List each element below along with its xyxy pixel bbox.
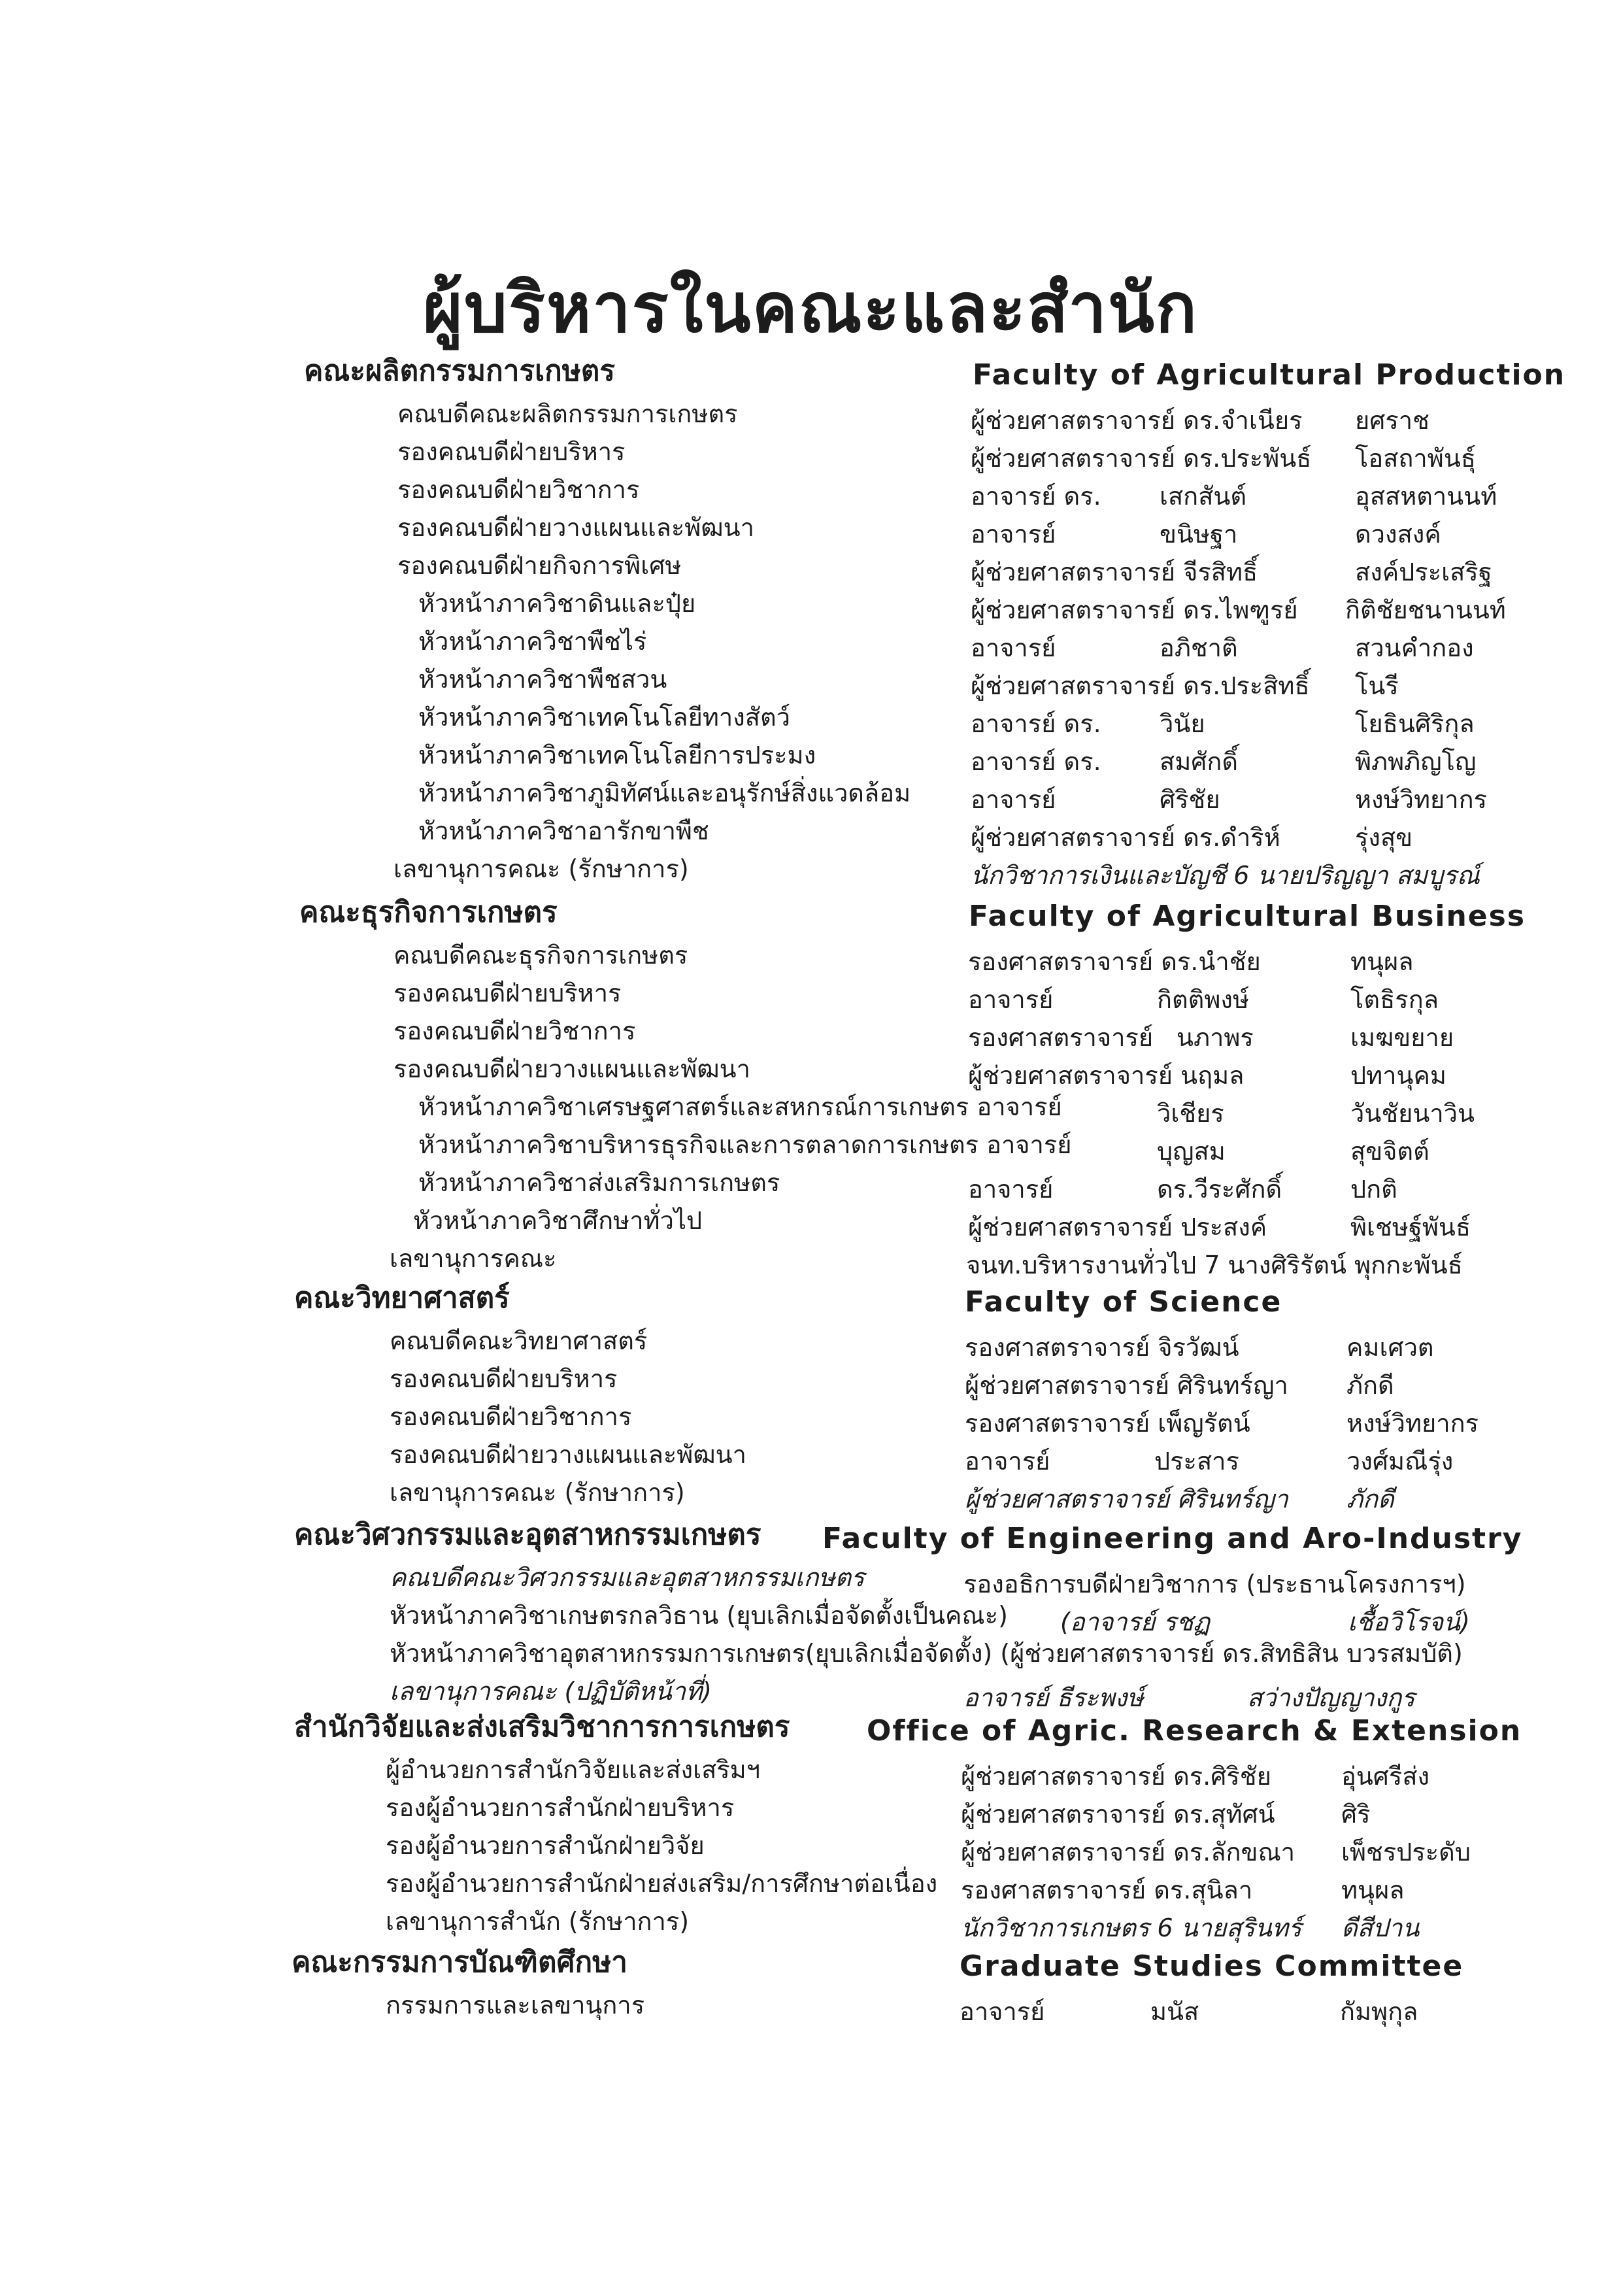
person-title: รองศาสตราจารย์ เพ็ญรัตน์: [965, 1409, 1250, 1438]
person-title: อาจารย์: [971, 785, 1056, 814]
person-title: (อาจารย์ รชฏ: [1060, 1608, 1211, 1636]
position-label: หัวหน้าภาควิชาบริหารธุรกิจและการตลาดการเกษตร อาจารย์: [418, 1130, 1072, 1159]
position-label: หัวหน้าภาควิชาดินและปุ๋ย: [418, 589, 696, 618]
person-surname: คมเศวต: [1346, 1333, 1434, 1362]
person-title: ผู้ช่วยศาสตราจารย์ ดร.สุทัศน์: [961, 1800, 1275, 1829]
position-label: รองผู้อำนวยการสำนักฝ่ายวิจัย: [386, 1831, 705, 1860]
person-surname: ปทานุคม: [1350, 1061, 1446, 1090]
person-surname: ทนุผล: [1341, 1876, 1405, 1904]
position-label: เลขานุการคณะ (รักษาการ): [390, 1478, 685, 1507]
person-firstname: วินัย: [1160, 709, 1205, 738]
position-label: หัวหน้าภาควิชาอารักขาพืช: [418, 817, 709, 845]
person-surname: พิเชษฐ์พันธ์: [1350, 1213, 1471, 1241]
position-label: เลขานุการคณะ (ปฏิบัติหน้าที่): [390, 1677, 712, 1706]
position-label: รองคณบดีฝ่ายวางแผนและพัฒนา: [393, 1055, 750, 1083]
position-label: คณบดีคณะวิศวกรรมและอุตสาหกรรมเกษตร: [390, 1563, 865, 1592]
person-surname: วันชัยนาวิน: [1350, 1099, 1475, 1128]
position-label: หัวหน้าภาควิชาเทคโนโลยีการประมง: [418, 741, 816, 769]
person-title: รองศาสตราจารย์ จิรวัฒน์: [965, 1333, 1239, 1362]
position-label: หัวหน้าภาควิชาอุตสาหกรรมการเกษตร(ยุบเลิกเมื่อจัดตั้ง) (ผู้ช่วยศาสตราจารย์ ดร.สิทธิสิน บวรสมบัติ): [390, 1639, 1463, 1668]
person-title: รองศาสตราจารย์: [968, 1023, 1154, 1052]
person-title: อาจารย์: [971, 520, 1056, 549]
person-title: อาจารย์: [968, 1175, 1054, 1204]
person-title: ผู้ช่วยศาสตราจารย์ ดร.ลักขณา: [961, 1838, 1295, 1866]
person-title: นักวิชาการเกษตร 6 นายสุรินทร์: [961, 1914, 1302, 1942]
person-surname: ดีสีปาน: [1341, 1914, 1420, 1942]
person-surname: โตธิรกุล: [1350, 985, 1439, 1014]
person-surname: ทนุผล: [1350, 947, 1414, 976]
person-surname: สว่างปัญญางกูร: [1247, 1683, 1415, 1712]
position-label: เลขานุการคณะ (รักษาการ): [393, 854, 689, 883]
person-surname: ปกติ: [1350, 1175, 1397, 1204]
person-surname: อุ่นศรีส่ง: [1341, 1762, 1430, 1791]
section-heading-english: Office of Agric. Research & Extension: [867, 1714, 1522, 1747]
person-surname: ภักดี: [1346, 1485, 1394, 1513]
position-label: คณบดีคณะธุรกิจการเกษตร: [393, 941, 688, 970]
person-surname: พิภพภิญโญ: [1355, 747, 1477, 776]
person-title: ผู้ช่วยศาสตราจารย์ ศิรินทร์ญา: [965, 1485, 1288, 1513]
position-label: รองคณบดีฝ่ายวิชาการ: [397, 475, 640, 504]
person-title: อาจารย์: [971, 633, 1056, 662]
section-heading-thai: คณะวิทยาศาสตร์: [294, 1281, 510, 1315]
position-label: หัวหน้าภาควิชาเศรษฐศาสตร์และสหกรณ์การเกษตร อาจารย์: [418, 1092, 1062, 1121]
person-firstname: อภิชาติ: [1160, 633, 1238, 662]
position-label: เลขานุการคณะ: [390, 1244, 557, 1273]
person-title: อาจารย์: [965, 1447, 1050, 1476]
person-title: ผู้ช่วยศาสตราจารย์ ศิรินทร์ญา: [965, 1371, 1288, 1400]
person-surname: หงษ์วิทยากร: [1355, 785, 1488, 814]
section-heading-english: Graduate Studies Committee: [960, 1950, 1464, 1983]
person-surname: ภักดี: [1346, 1371, 1394, 1400]
person-title: อาจารย์ ธีระพงษ์: [963, 1683, 1144, 1712]
person-firstname: ประสาร: [1154, 1447, 1239, 1476]
person-surname: เพ็ชรประดับ: [1341, 1838, 1471, 1866]
person-surname: กัมพุกุล: [1340, 1997, 1418, 2026]
page-title: ผู้บริหารในคณะและสำนัก: [423, 268, 1198, 348]
position-label: รองผู้อำนวยการสำนักฝ่ายบริหาร: [386, 1793, 735, 1822]
section-heading-thai: สำนักวิจัยและส่งเสริมวิชาการการเกษตร: [294, 1710, 790, 1744]
person-firstname: ดร.วีระศักดิ์: [1157, 1175, 1282, 1204]
person-firstname: สมศักดิ์: [1160, 747, 1239, 776]
section-heading-english: Faculty of Agricultural Business: [969, 900, 1526, 933]
person-surname: โนรี: [1355, 671, 1399, 700]
person-surname: โอสถาพันธุ์: [1355, 444, 1476, 473]
person-firstname: นภาพร: [1177, 1023, 1254, 1052]
person-title: อาจารย์ ดร.: [971, 482, 1101, 511]
position-label: หัวหน้าภาควิชาส่งเสริมการเกษตร: [418, 1168, 780, 1197]
person-title: อาจารย์ ดร.: [971, 747, 1101, 776]
section-heading-thai: คณะกรรมการบัณฑิตศึกษา: [292, 1946, 627, 1979]
person-surname: อุสสหตานนท์: [1355, 482, 1497, 511]
section-heading-thai: คณะธุรกิจการเกษตร: [299, 896, 558, 929]
person-title: อาจารย์ ดร.: [971, 709, 1101, 738]
person-firstname: ศิริชัย: [1160, 785, 1220, 814]
person-title: ผู้ช่วยศาสตราจารย์ ดร.ประพันธ์: [971, 444, 1312, 473]
position-label: รองคณบดีฝ่ายบริหาร: [393, 979, 622, 1007]
section-heading-english: Faculty of Agricultural Production: [973, 358, 1566, 392]
person-surname: เชื้อวิโรจน์): [1348, 1608, 1470, 1636]
person-title: อาจารย์: [960, 1997, 1045, 2026]
person-title: ผู้ช่วยศาสตราจารย์ ดร.ประสิทธิ์: [971, 671, 1310, 700]
person-firstname: มนัส: [1150, 1997, 1199, 2026]
person-surname: หงษ์วิทยากร: [1346, 1409, 1479, 1438]
person-title: นักวิชาการเงินและบัญชี 6 นายปริญญา สมบูรณ์: [971, 861, 1480, 890]
position-label: รองคณบดีฝ่ายบริหาร: [390, 1364, 618, 1393]
person-surname: ยศราช: [1355, 406, 1429, 435]
section-heading-english: Faculty of Science: [965, 1285, 1282, 1319]
person-surname: สวนคำกอง: [1355, 633, 1474, 662]
section-heading-english: Faculty of Engineering and Aro-Industry: [822, 1522, 1523, 1555]
person-title: ผู้ช่วยศาสตราจารย์ ดร.จำเนียร: [971, 406, 1303, 435]
position-label: รองคณบดีฝ่ายวางแผนและพัฒนา: [390, 1440, 746, 1469]
person-surname: กิติชัยชนานนท์: [1345, 596, 1506, 624]
position-label: รองคณบดีฝ่ายบริหาร: [397, 437, 626, 466]
person-title: ผู้ช่วยศาสตราจารย์ นฤมล: [968, 1061, 1245, 1090]
position-label: รองคณบดีฝ่ายกิจการพิเศษ: [397, 551, 682, 580]
person-title: รองอธิการบดีฝ่ายวิชาการ (ประธานโครงการฯ): [963, 1570, 1466, 1598]
position-label: หัวหน้าภาควิชาพืชสวน: [418, 665, 667, 694]
person-title: อาจารย์: [968, 985, 1054, 1014]
person-firstname: เสกสันต์: [1160, 482, 1247, 511]
position-label: คณบดีคณะวิทยาศาสตร์: [390, 1326, 648, 1355]
person-title: ผู้ช่วยศาสตราจารย์ ดร.ดำริห์: [971, 823, 1280, 852]
person-firstname: กิตติพงษ์: [1157, 985, 1250, 1014]
person-title: รองศาสตราจารย์ ดร.นำชัย: [968, 947, 1261, 976]
position-label: หัวหน้าภาควิชาศึกษาทั่วไป: [413, 1206, 703, 1235]
person-surname: ดวงสงค์: [1355, 520, 1441, 549]
person-surname: สงค์ประเสริฐ: [1355, 558, 1492, 586]
person-firstname: ขนิษฐา: [1160, 520, 1238, 549]
person-surname: วงศ์มณีรุ่ง: [1346, 1447, 1454, 1476]
person-title: ผู้ช่วยศาสตราจารย์ ดร.ไพฑูรย์: [971, 596, 1298, 624]
person-surname: สุขจิตต์: [1350, 1137, 1429, 1166]
section-heading-thai: คณะวิศวกรรมและอุตสาหกรรมเกษตร: [294, 1518, 761, 1551]
position-label: เลขานุการสำนัก (รักษาการ): [386, 1907, 690, 1936]
position-label: รองคณบดีฝ่ายวางแผนและพัฒนา: [397, 513, 754, 542]
person-title: ผู้ช่วยศาสตราจารย์ จีรสิทธิ์: [971, 558, 1258, 586]
person-title: ผู้ช่วยศาสตราจารย์ ดร.ศิริชัย: [961, 1762, 1271, 1791]
person-title: รองศาสตราจารย์ ดร.สุนิลา: [961, 1876, 1253, 1904]
position-label: รองผู้อำนวยการสำนักฝ่ายส่งเสริม/การศึกษาต่อเนื่อง: [386, 1869, 938, 1898]
position-label: รองคณบดีฝ่ายวิชาการ: [390, 1402, 632, 1431]
position-label: กรรมการและเลขานุการ: [386, 1991, 645, 2019]
person-firstname: บุญสม: [1157, 1137, 1226, 1166]
position-label: หัวหน้าภาควิชาภูมิทัศน์และอนุรักษ์สิ่งแวดล้อม: [418, 779, 911, 807]
section-heading-thai: คณะผลิตกรรมการเกษตร: [304, 354, 615, 388]
position-label: รองคณบดีฝ่ายวิชาการ: [393, 1017, 636, 1045]
person-title: จนท.บริหารงานทั่วไป 7 นางศิริรัตน์ พุกกะพันธ์: [966, 1251, 1463, 1279]
position-label: ผู้อำนวยการสำนักวิจัยและส่งเสริมฯ: [386, 1755, 761, 1784]
person-surname: โยธินศิริกุล: [1355, 709, 1475, 738]
position-label: หัวหน้าภาควิชาเทคโนโลยีทางสัตว์: [418, 703, 790, 732]
position-label: หัวหน้าภาควิชาพืชไร่: [418, 627, 647, 656]
position-label: หัวหน้าภาควิชาเกษตรกลวิธาน (ยุบเลิกเมื่อจัดตั้งเป็นคณะ): [390, 1601, 1008, 1630]
position-label: คณบดีคณะผลิตกรรมการเกษตร: [397, 399, 738, 428]
person-surname: รุ่งสุข: [1355, 823, 1413, 852]
person-surname: ศิริ: [1341, 1800, 1371, 1829]
person-firstname: วิเชียร: [1157, 1099, 1224, 1128]
person-title: ผู้ช่วยศาสตราจารย์ ประสงค์: [968, 1213, 1267, 1241]
person-surname: เมฆขยาย: [1350, 1023, 1454, 1052]
